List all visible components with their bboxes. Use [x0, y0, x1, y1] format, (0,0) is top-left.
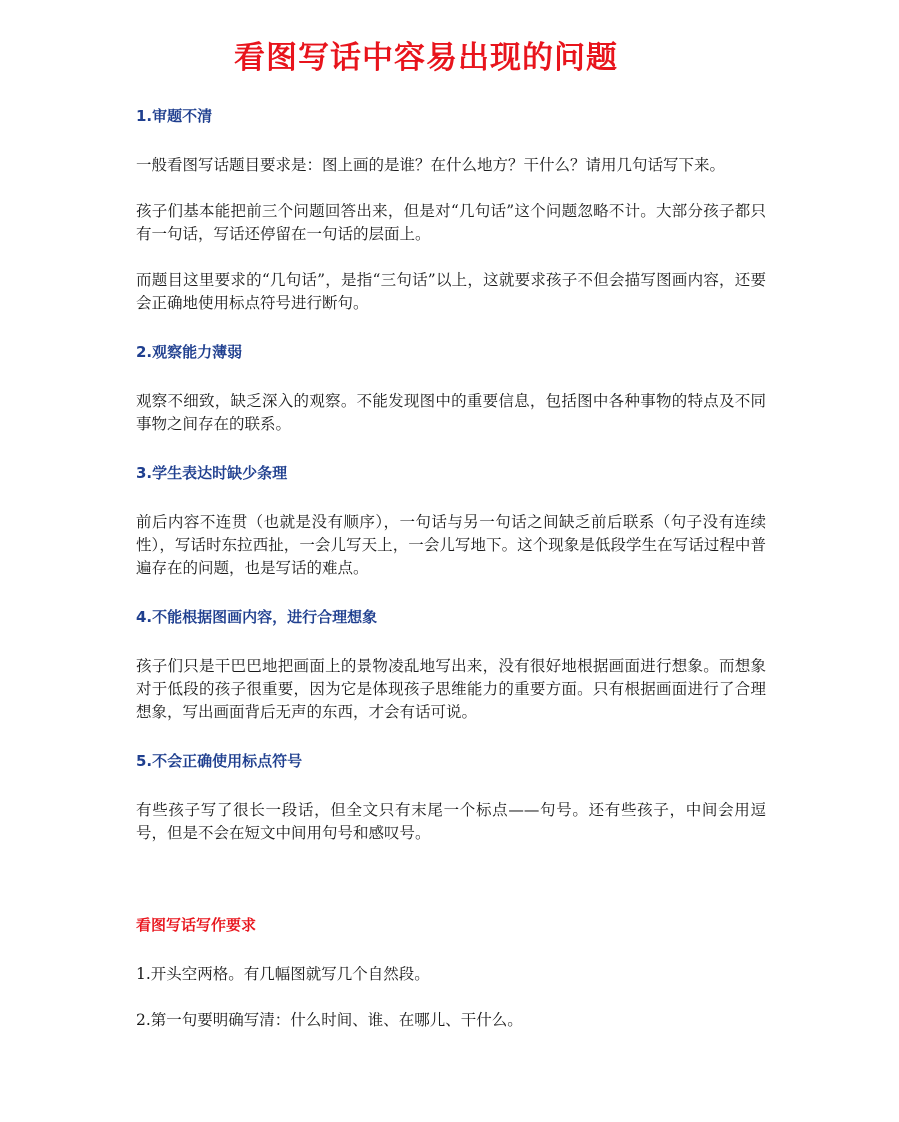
- requirement-item-1: 1.开头空两格。有几幅图就写几个自然段。: [136, 965, 430, 983]
- requirements-heading: 看图写话写作要求: [136, 916, 257, 934]
- section-1-paragraph-1: 一般看图写话题目要求是：图上画的是谁？在什么地方？干什么？请用几句话写下来。: [136, 156, 726, 174]
- page-title: 看图写话中容易出现的问题: [234, 40, 618, 76]
- section-heading-3: 3.学生表达时缺少条理: [136, 464, 288, 482]
- section-5-paragraph-1: 有些孩子写了很长一段话，但全文只有末尾一个标点——句号。还有些孩子，中间会用逗号，但是不会在短文中间用句号和感叹号。: [136, 801, 766, 842]
- section-heading-1: 1.审题不清: [136, 107, 213, 125]
- section-4-paragraph-1: 孩子们只是干巴巴地把画面上的景物凌乱地写出来，没有很好地根据画面进行想象。而想象对于低段的孩子很重要，因为它是体现孩子思维能力的重要方面。只有根据画面进行了合理想象，写出画面背后无声的东西，才会有话可说。: [136, 657, 766, 721]
- section-heading-4: 4.不能根据图画内容，进行合理想象: [136, 608, 378, 626]
- section-heading-5: 5.不会正确使用标点符号: [136, 752, 303, 770]
- section-3-paragraph-1: 前后内容不连贯（也就是没有顺序），一句话与另一句话之间缺乏前后联系（句子没有连续性），写话时东拉西扯，一会儿写天上，一会儿写地下。这个现象是低段学生在写话过程中普遍存在的问题，也是写话的难点。: [136, 513, 766, 577]
- requirement-item-2: 2.第一句要明确写清：什么时间、谁、在哪儿、干什么。: [136, 1011, 523, 1029]
- section-2-paragraph-1: 观察不细致，缺乏深入的观察。不能发现图中的重要信息，包括图中各种事物的特点及不同事物之间存在的联系。: [136, 392, 766, 433]
- section-heading-2: 2.观察能力薄弱: [136, 343, 243, 361]
- section-1-paragraph-3: 而题目这里要求的“几句话”，是指“三句话”以上，这就要求孩子不但会描写图画内容，还要会正确地使用标点符号进行断句。: [136, 271, 766, 312]
- document-body: [136, 102, 766, 1032]
- section-1-paragraph-2: 孩子们基本能把前三个问题回答出来，但是对“几句话”这个问题忽略不计。大部分孩子都只有一句话，写话还停留在一句话的层面上。: [136, 202, 766, 243]
